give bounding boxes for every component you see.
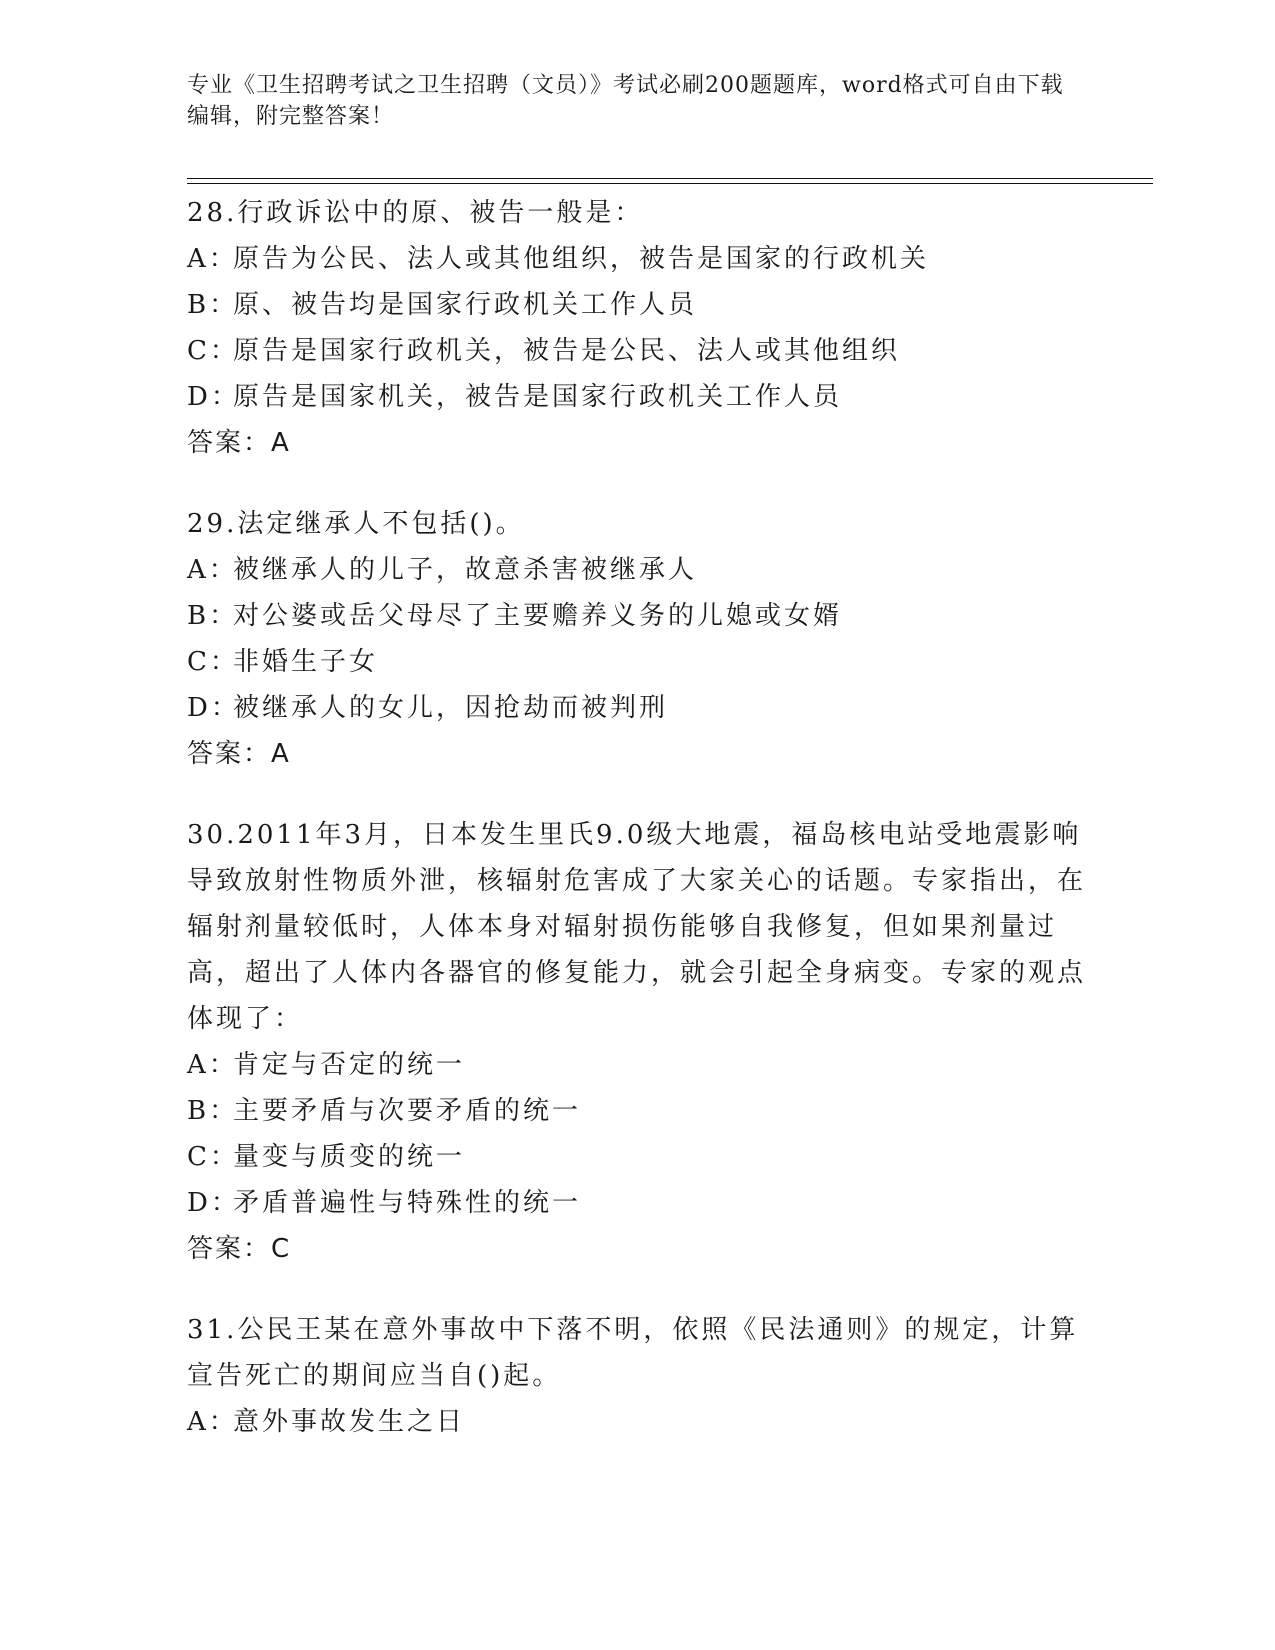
option-c	[187, 1134, 1087, 1180]
option-text: 原告是国家行政机关，被告是公民、法人或其他组织	[233, 336, 901, 366]
answer: 答案：C	[187, 1234, 292, 1264]
option-text: 主要矛盾与次要矛盾的统一	[233, 1096, 582, 1126]
option-d	[187, 685, 1087, 731]
question-stem: 31.公民王某在意外事故中下落不明，依照《民法通则》的规定，计算宣告死亡的期间应当自()起。	[187, 1315, 1079, 1391]
option-key: D：	[187, 1188, 240, 1218]
option-b	[187, 1088, 1087, 1134]
question-31	[187, 1307, 1087, 1445]
option-a	[187, 1399, 1087, 1445]
answer: 答案：A	[187, 428, 291, 458]
option-text: 肯定与否定的统一	[233, 1050, 466, 1080]
option-a	[187, 547, 1087, 593]
option-key: B：	[187, 1096, 239, 1126]
question-stem: 28.行政诉讼中的原、被告一般是：	[187, 198, 644, 228]
option-c	[187, 639, 1087, 685]
option-text: 被继承人的女儿，因抢劫而被判刑	[233, 693, 669, 723]
option-a	[187, 1042, 1087, 1088]
option-text: 量变与质变的统一	[233, 1142, 466, 1172]
option-text: 对公婆或岳父母尽了主要赡养义务的儿媳或女婿	[233, 601, 843, 631]
option-d	[187, 374, 1087, 420]
option-text: 原告为公民、法人或其他组织，被告是国家的行政机关	[233, 244, 930, 274]
option-text: 原、被告均是国家行政机关工作人员	[233, 290, 698, 320]
question-29	[187, 501, 1087, 777]
option-key: C：	[187, 1142, 239, 1172]
option-text: 非婚生子女	[233, 647, 379, 677]
question-30	[187, 812, 1087, 1272]
question-list	[187, 190, 1087, 1480]
answer: 答案：A	[187, 739, 291, 769]
option-key: C：	[187, 647, 239, 677]
option-key: B：	[187, 290, 239, 320]
option-text: 意外事故发生之日	[233, 1407, 466, 1437]
option-text: 矛盾普遍性与特殊性的统一	[233, 1188, 582, 1218]
option-c	[187, 328, 1087, 374]
option-a	[187, 236, 1087, 282]
option-key: D：	[187, 693, 240, 723]
header-rule-bottom	[187, 183, 1153, 184]
header-rule-top	[187, 178, 1153, 179]
question-stem: 29.法定继承人不包括()。	[187, 509, 525, 539]
option-key: A：	[187, 244, 238, 274]
option-b	[187, 593, 1087, 639]
option-key: B：	[187, 601, 239, 631]
option-text: 原告是国家机关，被告是国家行政机关工作人员	[233, 382, 843, 412]
option-d	[187, 1180, 1087, 1226]
option-b	[187, 282, 1087, 328]
question-stem: 30.2011年3月，日本发生里氏9.0级大地震，福岛核电站受地震影响导致放射性物质外泄，核辐射危害成了大家关心的话题。专家指出，在辐射剂量较低时，人体本身对辐射损伤能够自我修复，但如果剂量过高，超出了人体内各器官的修复能力，就会引起全身病变。专家的观点体现了：	[187, 820, 1087, 1034]
option-key: A：	[187, 1407, 238, 1437]
option-text: 被继承人的儿子，故意杀害被继承人	[233, 555, 698, 585]
option-key: A：	[187, 555, 238, 585]
question-28	[187, 190, 1087, 466]
option-key: C：	[187, 336, 239, 366]
option-key: A：	[187, 1050, 238, 1080]
option-key: D：	[187, 382, 240, 412]
document-header: 专业《卫生招聘考试之卫生招聘（文员）》考试必刷200题题库，word格式可自由下载编辑，附完整答案！	[187, 73, 1064, 129]
